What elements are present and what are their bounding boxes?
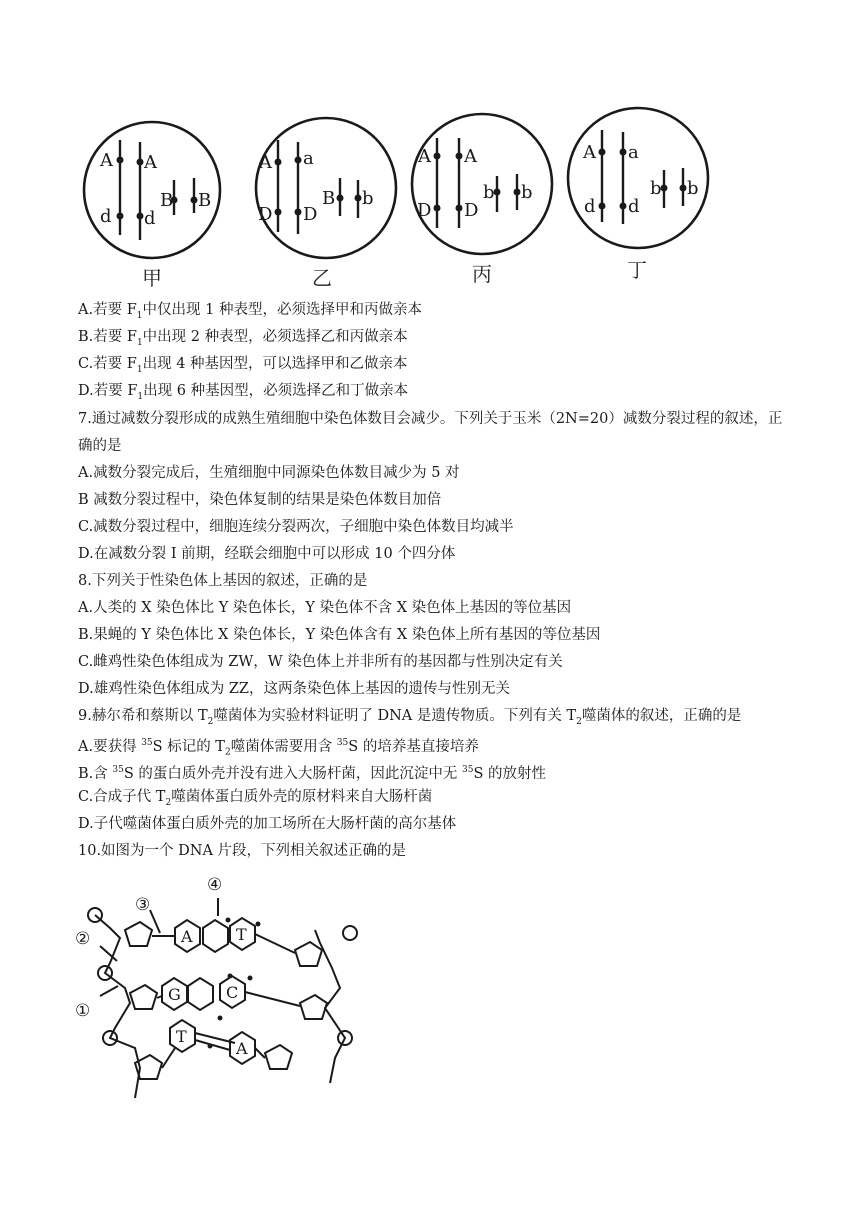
gene-label: b [521, 182, 533, 203]
q7-option-c: C.减数分裂过程中，细胞连续分裂两次，子细胞中染色体数目均减半 [78, 519, 514, 535]
gene-label: d [628, 196, 640, 217]
cell-caption: 甲 [142, 266, 162, 290]
q8-option-d: D.雄鸡性染色体组成为 ZZ，这两条染色体上基因的遗传与性别无关 [78, 681, 510, 697]
dna-label-2: ② [75, 929, 91, 949]
gene-label: d [144, 208, 156, 229]
chromosome-figure [70, 100, 750, 300]
q10-stem: 10.如图为一个 DNA 片段，下列相关叙述正确的是 [78, 843, 407, 859]
gene-label: a [303, 148, 314, 169]
q7-option-d: D.在减数分裂 I 前期，经联会细胞中可以形成 10 个四分体 [78, 546, 456, 562]
q7-stem-cont: 确的是 [78, 438, 122, 454]
gene-label: a [628, 142, 639, 163]
q7-stem: 7.通过减数分裂形成的成熟生殖细胞中染色体数目会减少。下列关于玉米（2N=20）减数分裂过程的叙述，正 [78, 411, 783, 427]
cell-caption: 丁 [627, 258, 647, 282]
gene-label: A [259, 152, 272, 173]
cell-caption: 乙 [312, 266, 332, 290]
q9-option-d: D.子代噬菌体蛋白质外壳的加工场所在大肠杆菌的高尔基体 [78, 816, 457, 832]
q7-option-a: A.减数分裂完成后，生殖细胞中同源染色体数目减少为 5 对 [78, 465, 460, 481]
q8-option-c: C.雌鸡性染色体组成为 ZW，W 染色体上并非所有的基因都与性别决定有关 [78, 654, 563, 670]
gene-label: A [100, 150, 113, 171]
gene-label: B [322, 188, 336, 209]
q8-stem: 8.下列关于性染色体上基因的叙述，正确的是 [78, 573, 368, 589]
gene-label: b [362, 188, 374, 209]
gene-label: A [464, 146, 477, 167]
dna-label-1: ① [75, 1001, 91, 1021]
base-letter: T [236, 925, 247, 944]
gene-label: d [584, 196, 596, 217]
dna-fragment-figure [70, 868, 370, 1108]
q9-option-a: A.要获得 $^{35}$S 标记的 $T_2$噬菌体需要用含 $^{35}$S 的培养基直接培养 [78, 738, 479, 758]
gene-label: A [583, 142, 596, 163]
gene-label: B [198, 190, 212, 211]
dna-label-3: ③ [135, 895, 151, 915]
q9-stem: 9.赫尔希和蔡斯以 $T_2$噬菌体为实验材料证明了 DNA 是遗传物质。下列有关 $T_2$噬菌体的叙述，正确的是 [78, 708, 742, 727]
gene-label: b [650, 178, 662, 199]
q6-option-c: C.若要 $F_1$出现 4 种基因型，可以选择甲和乙做亲本 [78, 356, 408, 375]
base-letter: C [226, 983, 239, 1002]
base-letter: G [168, 985, 181, 1004]
q9-option-b: B.含 $^{35}$S 的蛋白质外壳并没有进入大肠杆菌，因此沉淀中无 $^{35}$S 的放射性 [78, 765, 546, 782]
q6-option-a: A.若要 $F_1$中仅出现 1 种表型，必须选择甲和丙做亲本 [78, 302, 422, 321]
gene-label: A [144, 152, 157, 173]
gene-label: D [303, 204, 318, 225]
dna-label-4: ④ [207, 875, 223, 895]
gene-label: D [258, 204, 273, 225]
gene-label: B [160, 190, 174, 211]
gene-label: b [687, 178, 699, 199]
q6-option-b: B.若要 $F_1$中出现 2 种表型，必须选择乙和丙做亲本 [78, 329, 408, 348]
gene-label: D [417, 200, 432, 221]
base-letter: T [176, 1027, 187, 1046]
cell-caption: 丙 [472, 262, 492, 286]
gene-label: b [483, 182, 495, 203]
q9-option-c: C.合成子代 $T_2$噬菌体蛋白质外壳的原材料来自大肠杆菌 [78, 789, 433, 808]
q7-option-b: B 减数分裂过程中，染色体复制的结果是染色体数目加倍 [78, 492, 442, 508]
gene-label: A [418, 146, 431, 167]
q6-option-d: D.若要 $F_1$出现 6 种基因型，必须选择乙和丁做亲本 [78, 383, 409, 402]
base-letter: A [181, 927, 193, 946]
q8-option-b: B.果蝇的 Y 染色体比 X 染色体长，Y 染色体含有 X 染色体上所有基因的等位基因 [78, 627, 601, 643]
gene-label: d [100, 206, 112, 227]
base-letter: A [236, 1039, 248, 1058]
q8-option-a: A.人类的 X 染色体比 Y 染色体长，Y 染色体不含 X 染色体上基因的等位基因 [78, 600, 572, 616]
gene-label: D [464, 200, 479, 221]
